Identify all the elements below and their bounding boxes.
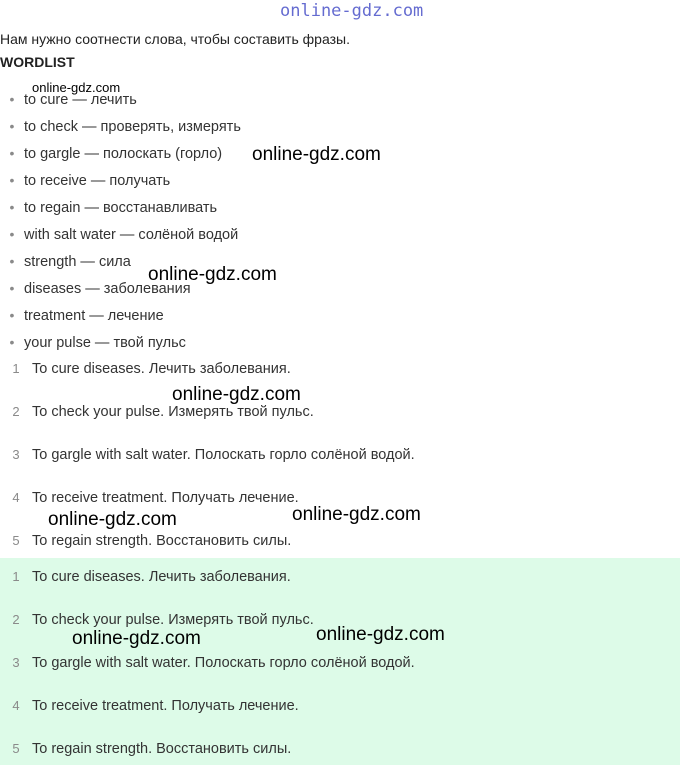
list-item xyxy=(0,194,241,221)
phrase-number: 1 xyxy=(12,361,20,376)
answer-text: To cure diseases. Лечить заболевания. xyxy=(32,569,291,585)
answer-text: To receive treatment. Получать лечение. xyxy=(32,698,299,714)
answer-number: 2 xyxy=(12,612,20,627)
bullet-icon: • xyxy=(9,253,15,269)
watermark: online-gdz.com xyxy=(148,264,277,285)
list-item xyxy=(0,221,241,248)
list-item xyxy=(0,329,241,356)
answer-text: To gargle with salt water. Полоскать горло солёной водой. xyxy=(32,655,415,671)
answer-text: To check your pulse. Измерять твой пульс. xyxy=(32,612,314,628)
phrase-item xyxy=(0,441,680,484)
wordlist-entry: to cure — лечить xyxy=(24,92,137,108)
bullet-icon: • xyxy=(9,118,15,134)
answer-item xyxy=(0,735,680,778)
answer-number: 5 xyxy=(12,741,20,756)
phrase-item xyxy=(0,398,680,441)
phrase-item xyxy=(0,355,680,398)
list-item xyxy=(0,113,241,140)
watermark: online-gdz.com xyxy=(32,80,121,95)
phrase-number: 4 xyxy=(12,490,20,505)
bullet-icon: • xyxy=(9,199,15,215)
watermark: online-gdz.com xyxy=(48,509,177,530)
answer-item xyxy=(0,692,680,735)
phrase-list xyxy=(0,355,680,570)
list-item xyxy=(0,140,241,167)
watermark: online-gdz.com xyxy=(292,504,421,525)
phrase-text: To gargle with salt water. Полоскать горло солёной водой. xyxy=(32,447,415,463)
phrase-number: 5 xyxy=(12,533,20,548)
wordlist-entry: to gargle — полоскать (горло) xyxy=(24,146,223,162)
wordlist-entry: to check — проверять, измерять xyxy=(24,119,241,135)
bullet-icon: • xyxy=(9,91,15,107)
wordlist-entry: your pulse — твой пульс xyxy=(24,335,186,351)
bullet-icon: • xyxy=(9,307,15,323)
phrase-text: To regain strength. Восстановить силы. xyxy=(32,533,292,549)
wordlist xyxy=(0,86,241,356)
answer-item xyxy=(0,563,680,606)
watermark: online-gdz.com xyxy=(172,384,301,405)
answer-number: 4 xyxy=(12,698,20,713)
bullet-icon: • xyxy=(9,145,15,161)
answer-number: 3 xyxy=(12,655,20,670)
phrase-text: To check your pulse. Измерять твой пульс. xyxy=(32,404,314,420)
task-instruction: Нам нужно соотнести слова, чтобы составить фразы. xyxy=(0,31,350,47)
watermark: online-gdz.com xyxy=(252,144,381,165)
wordlist-entry: treatment — лечение xyxy=(24,308,164,324)
wordlist-heading: WORDLIST xyxy=(0,54,75,70)
list-item xyxy=(0,302,241,329)
phrase-number: 2 xyxy=(12,404,20,419)
answer-item xyxy=(0,649,680,692)
list-item xyxy=(0,167,241,194)
bullet-icon: • xyxy=(9,280,15,296)
bullet-icon: • xyxy=(9,226,15,242)
phrase-text: To receive treatment. Получать лечение. xyxy=(32,490,299,506)
answer-list xyxy=(0,558,680,765)
answer-text: To regain strength. Восстановить силы. xyxy=(32,741,292,757)
watermark: online-gdz.com xyxy=(316,624,445,645)
phrase-text: To cure diseases. Лечить заболевания. xyxy=(32,361,291,377)
wordlist-entry: with salt water — солёной водой xyxy=(24,227,239,243)
answer-number: 1 xyxy=(12,569,20,584)
wordlist-entry: to receive — получать xyxy=(24,173,171,189)
bullet-icon: • xyxy=(9,172,15,188)
phrase-number: 3 xyxy=(12,447,20,462)
watermark-top: online-gdz.com xyxy=(280,1,424,21)
bullet-icon: • xyxy=(9,334,15,350)
watermark: online-gdz.com xyxy=(72,628,201,649)
wordlist-entry: strength — сила xyxy=(24,254,131,270)
wordlist-entry: diseases — заболевания xyxy=(24,281,191,297)
wordlist-entry: to regain — восстанавливать xyxy=(24,200,218,216)
